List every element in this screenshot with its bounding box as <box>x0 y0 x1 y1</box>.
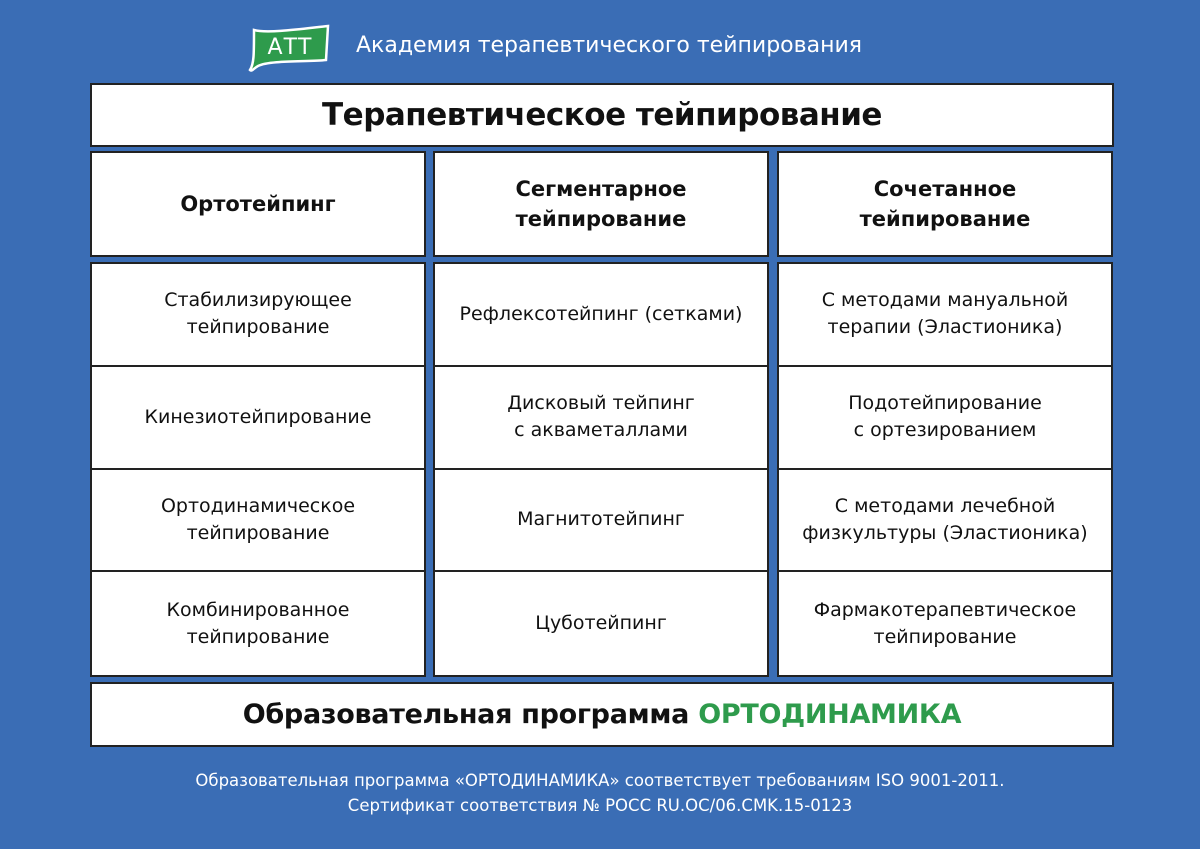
program-title <box>243 699 962 730</box>
footer-line-certificate: Сертификат соответствия № РОСС RU.OC/06.CMK.15-0123 <box>347 796 853 815</box>
method-cell <box>779 572 1111 675</box>
category-heading-line: тейпирование <box>515 207 687 231</box>
method-line: Цуботейпинг <box>535 612 667 635</box>
category-heading-line: тейпирование <box>859 207 1031 231</box>
method-line: тейпирование <box>186 625 330 648</box>
method-line: Дисковый тейпинг <box>507 392 695 415</box>
method-line: с акваметаллами <box>514 419 688 442</box>
method-line: тейпирование <box>186 521 330 544</box>
combined-methods-list <box>777 262 1113 677</box>
method-cell <box>92 367 424 470</box>
method-line: Стабилизирующее <box>164 289 352 312</box>
method-line: Рефлексотейпинг (сетками) <box>459 302 743 325</box>
method-cell <box>435 572 767 675</box>
main-title: Терапевтическое тейпирование <box>322 97 882 133</box>
method-line: тейпирование <box>873 625 1017 648</box>
category-combined <box>777 151 1113 257</box>
method-cell <box>435 470 767 573</box>
att-logo <box>248 24 332 74</box>
method-line: тейпирование <box>186 316 330 339</box>
method-line: Фармакотерапевтическое <box>813 598 1077 621</box>
method-line: Подотейпирование <box>848 392 1042 415</box>
method-line: С методами лечебной <box>834 494 1056 517</box>
method-line: Кинезиотейпирование <box>144 405 372 428</box>
header <box>0 0 1200 80</box>
method-line: С методами мануальной <box>821 289 1069 312</box>
method-cell <box>92 572 424 675</box>
program-highlight: ОРТОДИНАМИКА <box>698 699 962 730</box>
method-line: терапии (Эластионика) <box>827 316 1063 339</box>
method-cell <box>779 264 1111 367</box>
method-cell <box>779 470 1111 573</box>
program-banner <box>90 682 1114 747</box>
category-heading-line: Сочетанное <box>873 177 1017 201</box>
category-heading <box>515 174 686 234</box>
segmental-methods-list <box>433 262 769 677</box>
academy-name: Академия терапевтического тейпирования <box>356 33 862 58</box>
category-segmental <box>433 151 769 257</box>
footer <box>0 768 1200 818</box>
category-heading-line: Ортотейпинг <box>180 192 336 216</box>
category-heading <box>180 189 335 219</box>
method-line: Магнитотейпинг <box>517 508 685 531</box>
method-line: с ортезированием <box>853 419 1037 442</box>
category-orthotaping <box>90 151 426 257</box>
method-cell <box>92 264 424 367</box>
method-cell <box>435 264 767 367</box>
orthotaping-methods-list <box>90 262 426 677</box>
method-line: физкультуры (Эластионика) <box>802 521 1088 544</box>
main-title-box <box>90 83 1114 147</box>
method-line: Ортодинамическое <box>160 494 356 517</box>
method-cell <box>435 367 767 470</box>
category-heading <box>860 174 1031 234</box>
flag-logo-icon <box>248 24 332 74</box>
footer-line-compliance: Образовательная программа «ОРТОДИНАМИКА» соответствует требованиям ISO 9001-2011. <box>195 771 1005 790</box>
method-line: Комбинированное <box>166 598 350 621</box>
program-prefix: Образовательная программа <box>242 699 699 730</box>
method-cell <box>92 470 424 573</box>
category-heading-line: Сегментарное <box>515 177 687 201</box>
method-cell <box>779 367 1111 470</box>
logo-text: АТТ <box>267 35 313 60</box>
